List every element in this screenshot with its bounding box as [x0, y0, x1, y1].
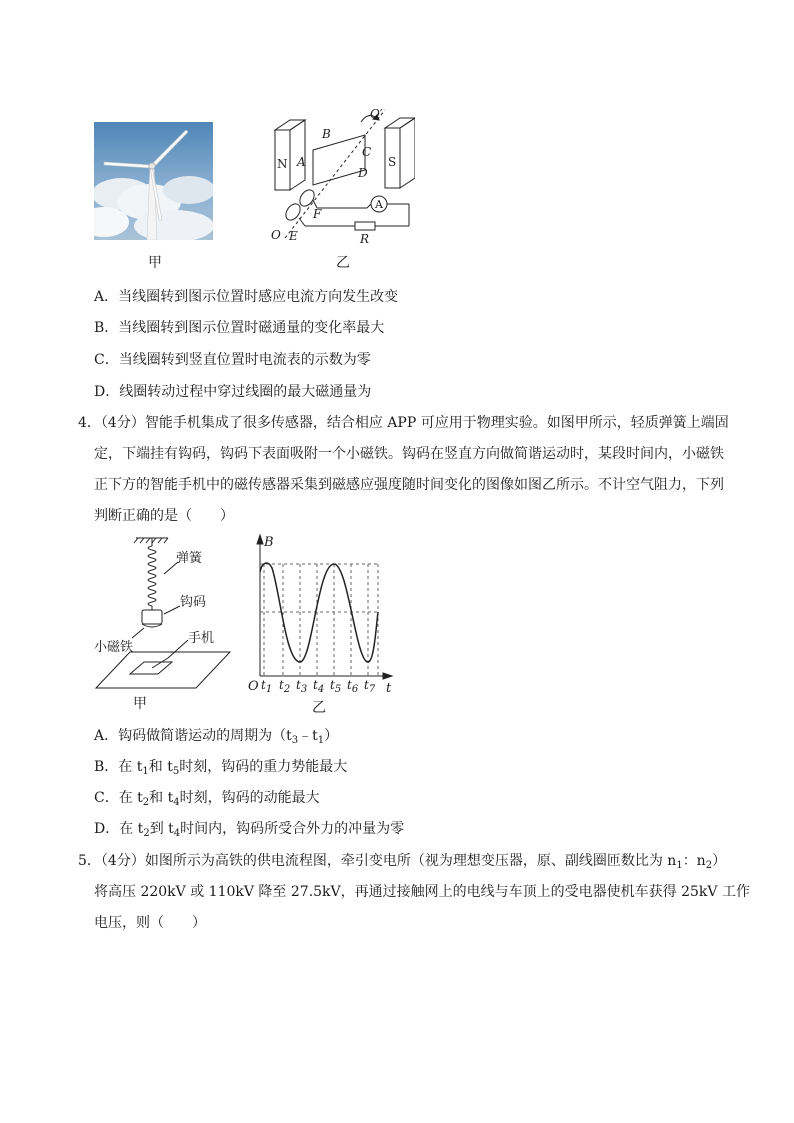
- q4-option-c: C．在 $t_2$和 $t_4$时刻，钩码的动能最大: [94, 790, 320, 808]
- q4-figure-caption-jia: 甲: [133, 696, 147, 712]
- ammeter-label: A: [375, 198, 383, 211]
- q4-stem-line-1: 4．（4分）智能手机集成了很多传感器，结合相应 APP 可应用于物理实验。如图甲所示，轻质弹簧上端固: [78, 415, 729, 431]
- label-n: N: [277, 157, 288, 171]
- q3-option-d: D．线圈转动过程中穿过线圈的最大磁通量为: [94, 384, 372, 400]
- q4-stem-line-4: 判断正确的是（ ）: [94, 508, 234, 524]
- tick-t3: $t_3$: [296, 678, 308, 695]
- x-axis-label: t: [386, 681, 392, 696]
- figure-caption-yi: 乙: [336, 255, 350, 271]
- q4-option-d: D．在 $t_2$到 $t_4$时间内，钩码所受合外力的冲量为零: [94, 821, 405, 839]
- tick-t6: $t_6$: [347, 678, 359, 695]
- q5-stem-line-1: 5．（4分）如图所示为高铁的供电流程图，牵引变电所（视为理想变压器，原、副线圈匝数比为 $n_1$：$n_2$）: [78, 853, 727, 871]
- figure-caption-jia: 甲: [148, 255, 162, 271]
- label-d: D: [358, 166, 368, 180]
- label-e: E: [289, 229, 298, 243]
- label-a: A: [297, 155, 306, 169]
- phone-label: 手机: [188, 631, 215, 646]
- spring-phone-diagram: [92, 534, 232, 694]
- tick-t7: $t_7$: [364, 678, 376, 695]
- y-axis-label: B: [264, 535, 274, 550]
- tick-t1: $t_1$: [261, 678, 273, 695]
- label-c: C: [362, 145, 372, 159]
- label-o-prime: O′: [370, 107, 383, 121]
- tick-labels: [246, 678, 398, 698]
- q5-stem-line-2: 将高压 220kV 或 110kV 降至 27.5kV，再通过接触网上的电线与车顶上的受电器使机车获得 25kV 工作: [94, 884, 750, 900]
- weight-label: 钩码: [180, 595, 207, 610]
- label-b: B: [322, 127, 331, 141]
- q5-stem-line-3: 电压，则（ ）: [94, 915, 206, 931]
- label-o: O: [271, 228, 281, 242]
- b-t-graph: [246, 532, 398, 698]
- origin-label: O: [248, 679, 259, 694]
- magnet-label: 小磁铁: [94, 640, 134, 655]
- label-f: F: [313, 207, 322, 221]
- q3-option-c: C．当线圈转到竖直位置时电流表的示数为零: [94, 352, 371, 368]
- q4-stem-line-3: 正下方的智能手机中的磁传感器采集到磁感应强度随时间变化的图像如图乙所示。不计空气阻力，下列: [94, 477, 724, 493]
- generator-diagram: [265, 100, 415, 250]
- tick-t2: $t_2$: [279, 678, 291, 695]
- tick-t4: $t_4$: [313, 678, 325, 695]
- tick-t5: $t_5$: [330, 678, 342, 695]
- q3-option-a: A．当线圈转到图示位置时感应电流方向发生改变: [94, 289, 399, 305]
- q4-option-a: A．钩码做简谐运动的周期为$(t_3﹣t_1)$: [94, 728, 339, 746]
- q4-stem-line-2: 定，下端挂有钩码，钩码下表面吸附一个小磁铁。钩码在竖直方向做简谐运动时，某段时间内，小磁铁: [94, 446, 724, 462]
- q4-figure-caption-yi: 乙: [312, 700, 326, 716]
- q3-option-b: B．当线圈转到图示位置时磁通量的变化率最大: [94, 320, 385, 336]
- label-s: S: [388, 155, 397, 169]
- label-r: R: [360, 232, 370, 246]
- spring-label: 弹簧: [176, 551, 203, 566]
- q4-option-b: B．在 $t_1$和 $t_5$时刻，钩码的重力势能最大: [94, 759, 348, 777]
- wind-turbine-photo: [94, 122, 213, 240]
